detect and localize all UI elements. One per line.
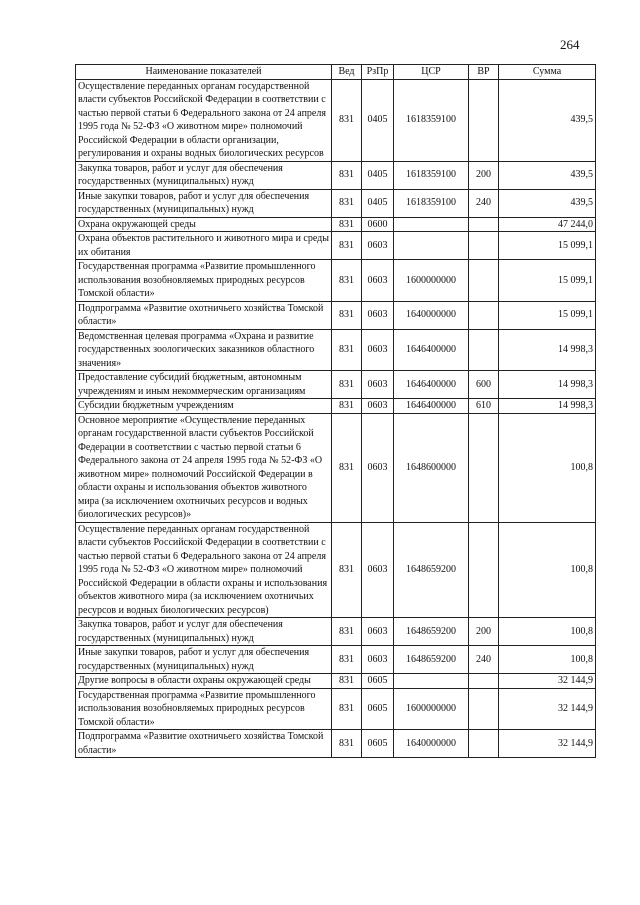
cell-vr [469,79,499,161]
cell-ved: 831 [332,618,362,646]
table-row [76,260,596,302]
cell-csr: 1648659200 [394,522,469,618]
cell-vr [469,301,499,329]
cell-csr: 1648659200 [394,646,469,674]
cell-vr [469,260,499,302]
cell-csr: 1640000000 [394,301,469,329]
cell-sum: 439,5 [499,161,596,189]
cell-vr: 240 [469,189,499,217]
cell-ved: 831 [332,522,362,618]
cell-name: Подпрограмма «Развитие охотничьего хозяйства Томской области» [76,301,332,329]
cell-ved: 831 [332,232,362,260]
cell-sum: 439,5 [499,79,596,161]
cell-rzpr: 0603 [362,371,394,399]
table-header-row [76,65,596,80]
cell-sum: 14 998,3 [499,371,596,399]
table-row [76,399,596,414]
cell-ved: 831 [332,371,362,399]
header-vr: ВР [469,65,499,80]
cell-ved: 831 [332,217,362,232]
cell-name: Государственная программа «Развитие промышленного использования возобновляемых природных ресурсов Томской области» [76,260,332,302]
cell-sum: 32 144,9 [499,674,596,689]
cell-ved: 831 [332,413,362,522]
header-ved: Вед [332,65,362,80]
table-row [76,161,596,189]
cell-rzpr: 0603 [362,329,394,371]
budget-table [75,64,596,758]
table-row [76,618,596,646]
cell-rzpr: 0605 [362,674,394,689]
cell-ved: 831 [332,329,362,371]
cell-name: Государственная программа «Развитие промышленного использования возобновляемых природных ресурсов Томской области» [76,688,332,730]
cell-name: Субсидии бюджетным учреждениям [76,399,332,414]
cell-name: Закупка товаров, работ и услуг для обеспечения государственных (муниципальных) нужд [76,618,332,646]
cell-csr: 1618359100 [394,161,469,189]
table-row [76,79,596,161]
table-row [76,522,596,618]
cell-ved: 831 [332,79,362,161]
cell-rzpr: 0405 [362,161,394,189]
cell-rzpr: 0603 [362,618,394,646]
cell-ved: 831 [332,260,362,302]
table-row [76,301,596,329]
table-row [76,674,596,689]
cell-sum: 47 244,0 [499,217,596,232]
cell-vr [469,522,499,618]
cell-name: Предоставление субсидий бюджетным, автономным учреждениям и иным некоммерческим организациям [76,371,332,399]
cell-ved: 831 [332,646,362,674]
cell-rzpr: 0405 [362,189,394,217]
cell-csr: 1646400000 [394,371,469,399]
cell-name: Основное мероприятие «Осуществление переданных органам государственной власти субъектов Российской Федерации в соответствии с частью первой статьи 6 Федерального закона от 24 апреля 1995 года № 52-ФЗ «О животном мире» полномочий Российской Федерации в области охраны и использования объектов животного мира (за исключением охотничьих ресурсов и водных биологических ресурсов)» [76,413,332,522]
cell-rzpr: 0603 [362,260,394,302]
cell-vr [469,674,499,689]
cell-name: Закупка товаров, работ и услуг для обеспечения государственных (муниципальных) нужд [76,161,332,189]
cell-vr [469,413,499,522]
table-row [76,413,596,522]
cell-ved: 831 [332,161,362,189]
header-csr: ЦСР [394,65,469,80]
cell-vr [469,329,499,371]
cell-csr: 1600000000 [394,688,469,730]
cell-csr: 1618359100 [394,79,469,161]
cell-rzpr: 0603 [362,646,394,674]
cell-vr [469,217,499,232]
page-number: 264 [560,37,580,52]
cell-vr: 600 [469,371,499,399]
table-row [76,217,596,232]
cell-name: Другие вопросы в области охраны окружающей среды [76,674,332,689]
table-row [76,232,596,260]
cell-rzpr: 0603 [362,399,394,414]
cell-csr: 1646400000 [394,329,469,371]
table-row [76,329,596,371]
cell-ved: 831 [332,730,362,758]
cell-csr: 1648600000 [394,413,469,522]
cell-name: Охрана объектов растительного и животного мира и среды их обитания [76,232,332,260]
cell-vr [469,232,499,260]
cell-name: Охрана окружающей среды [76,217,332,232]
cell-sum: 100,8 [499,618,596,646]
cell-sum: 15 099,1 [499,301,596,329]
cell-sum: 100,8 [499,646,596,674]
cell-sum: 32 144,9 [499,730,596,758]
cell-name: Подпрограмма «Развитие охотничьего хозяйства Томской области» [76,730,332,758]
cell-name: Иные закупки товаров, работ и услуг для обеспечения государственных (муниципальных) нужд [76,189,332,217]
cell-sum: 15 099,1 [499,232,596,260]
cell-sum: 100,8 [499,522,596,618]
cell-vr: 200 [469,618,499,646]
cell-ved: 831 [332,688,362,730]
cell-csr [394,217,469,232]
cell-sum: 14 998,3 [499,399,596,414]
table-row [76,371,596,399]
cell-rzpr: 0603 [362,301,394,329]
cell-rzpr: 0405 [362,79,394,161]
cell-rzpr: 0605 [362,688,394,730]
cell-vr: 240 [469,646,499,674]
table-row [76,730,596,758]
cell-csr: 1646400000 [394,399,469,414]
cell-sum: 100,8 [499,413,596,522]
cell-ved: 831 [332,301,362,329]
table-row [76,189,596,217]
header-sum: Сумма [499,65,596,80]
cell-rzpr: 0603 [362,522,394,618]
cell-csr: 1600000000 [394,260,469,302]
cell-vr [469,688,499,730]
cell-vr: 200 [469,161,499,189]
cell-ved: 831 [332,399,362,414]
header-name: Наименование показателей [76,65,332,80]
cell-name: Ведомственная целевая программа «Охрана и развитие государственных зоологических заказников областного значения» [76,329,332,371]
cell-name: Иные закупки товаров, работ и услуг для обеспечения государственных (муниципальных) нужд [76,646,332,674]
cell-name: Осуществление переданных органам государственной власти субъектов Российской Федерации в соответствии с частью первой статьи 6 Федерального закона от 24 апреля 1995 года № 52-ФЗ «О животном мире» полномочий Российской Федерации в области охраны и использования объектов животного мира (за исключением охотничьих ресурсов и водных биологических ресурсов) [76,522,332,618]
table-row [76,688,596,730]
cell-rzpr: 0603 [362,413,394,522]
cell-csr [394,232,469,260]
cell-csr: 1640000000 [394,730,469,758]
header-rzpr: РзПр [362,65,394,80]
cell-sum: 32 144,9 [499,688,596,730]
cell-sum: 14 998,3 [499,329,596,371]
cell-sum: 15 099,1 [499,260,596,302]
cell-csr: 1618359100 [394,189,469,217]
cell-csr: 1648659200 [394,618,469,646]
cell-ved: 831 [332,189,362,217]
table-row [76,646,596,674]
cell-name: Осуществление переданных органам государственной власти субъектов Российской Федерации в соответствии с частью первой статьи 6 Федерального закона от 24 апреля 1995 года № 52-ФЗ «О животном мире» полномочий Российской Федерации в области организации, регулирования и охраны водных биологических ресурсов [76,79,332,161]
cell-rzpr: 0605 [362,730,394,758]
cell-vr [469,730,499,758]
cell-rzpr: 0603 [362,232,394,260]
cell-sum: 439,5 [499,189,596,217]
cell-ved: 831 [332,674,362,689]
cell-csr [394,674,469,689]
cell-rzpr: 0600 [362,217,394,232]
cell-vr: 610 [469,399,499,414]
